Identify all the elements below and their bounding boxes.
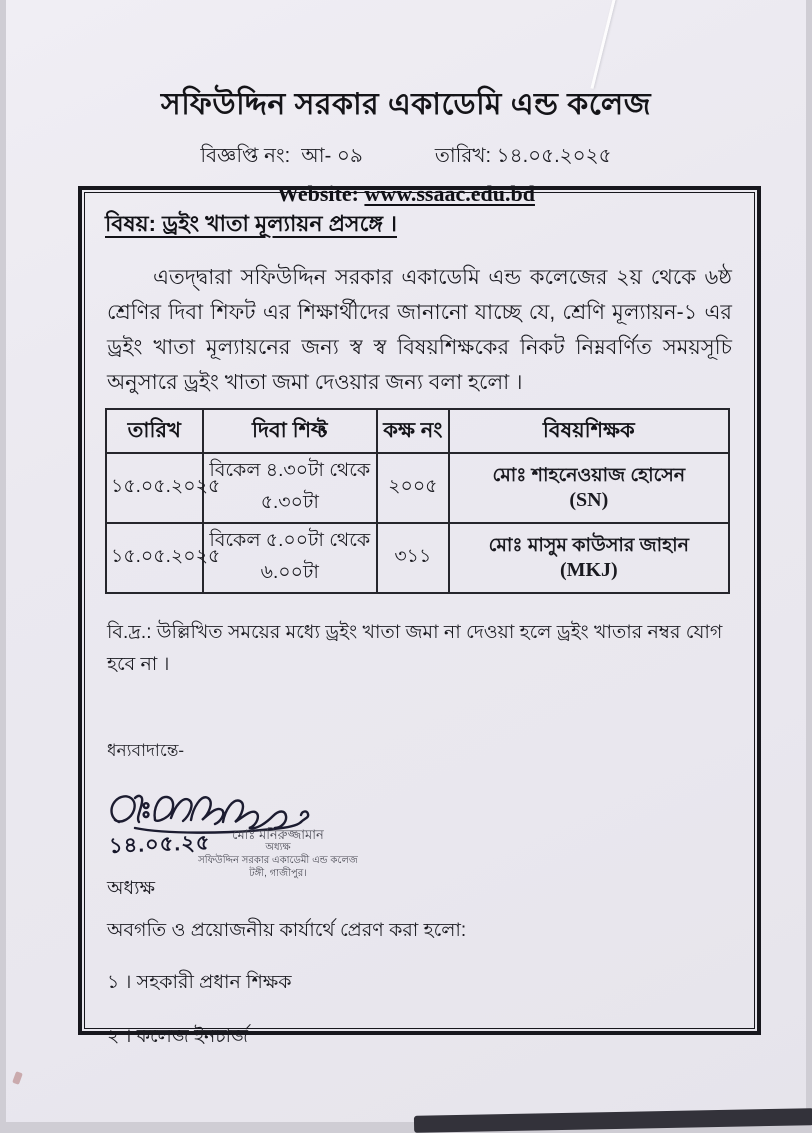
cell-teacher bbox=[449, 523, 729, 593]
principal-designation: অধ্যক্ষ bbox=[107, 878, 156, 899]
schedule-table bbox=[105, 408, 730, 594]
notice-info-line bbox=[6, 141, 806, 174]
paper-edge-shadow bbox=[414, 1108, 812, 1133]
distribution-heading: অবগতি ও প্রয়োজনীয় কার্যার্থে প্রেরণ করা হলো: bbox=[107, 920, 467, 941]
school-name-title: সফিউদ্দিন সরকার একাডেমি এন্ড কলেজ bbox=[160, 88, 652, 121]
notice-number: বিজ্ঞপ্তি নং: আ- ০৯ bbox=[200, 145, 363, 167]
header-shift: দিবা শিফ্ট bbox=[203, 409, 377, 453]
teacher-code: (MKJ) bbox=[559, 559, 618, 581]
teacher-code: (SN) bbox=[569, 489, 609, 511]
handwritten-date: ১৪.০৫.২৫ bbox=[108, 831, 211, 858]
header-room: কক্ষ নং bbox=[377, 409, 449, 453]
table-row bbox=[106, 523, 729, 593]
distribution-item: ১ । সহকারী প্রধান শিক্ষক bbox=[107, 972, 292, 993]
cell-date: ১৫.০৫.২০২৫ bbox=[106, 523, 203, 593]
stamp-role: অধ্যক্ষ bbox=[265, 842, 291, 853]
nb-note: বি.দ্র.: উল্লিখিত সময়ের মধ্যে ড্রইং খাতা জমা না দেওয়া হলে ড্রইং খাতার নম্বর যোগ হবে না । bbox=[107, 622, 723, 675]
teacher-name: মোঃ শাহনেওয়াজ হোসেন bbox=[492, 465, 686, 486]
teacher-name: মোঃ মাসুম কাউসার জাহান bbox=[488, 535, 689, 556]
header-date: তারিখ bbox=[106, 409, 203, 453]
website-url: www.ssaac.edu.bd bbox=[364, 181, 535, 206]
signature-block bbox=[105, 784, 734, 906]
notice-border-box bbox=[78, 186, 761, 1047]
notice-content bbox=[84, 192, 755, 1047]
website-label: Website: bbox=[277, 181, 359, 206]
notice-body-paragraph: এতদ্দ্বারা সফিউদ্দিন সরকার একাডেমি এন্ড কলেজের ২য় থেকে ৬ষ্ঠ শ্রেণির দিবা শিফট এর শিক্ষার্থীদের জানানো যাচ্ছে যে, শ্রেণি মূল্যায়ন-১ এর ড্রইং খাতা মূল্যায়নের জন্য স্ব স্ব বিষয়শিক্ষকের নিকট নিম্নবর্ণিত সময়সূচি অনুসারে ড্রইং খাতা জমা দেওয়ার জন্য বলা হলো । bbox=[107, 266, 732, 394]
scanned-notice-page bbox=[6, 0, 806, 1122]
scan-speck bbox=[12, 1071, 23, 1085]
stamp-place: টঙ্গী, গাজীপুর। bbox=[249, 868, 307, 879]
subject-line: বিষয়: ড্রইং খাতা মূল্যায়ন প্রসঙ্গে । bbox=[105, 211, 397, 236]
paper-crease bbox=[590, 0, 616, 89]
table-header-row bbox=[106, 409, 729, 453]
cell-teacher bbox=[449, 453, 729, 523]
cell-time: বিকেল ৫.০০টা থেকে ৬.০০টা bbox=[203, 523, 377, 593]
cell-room: ২০০৫ bbox=[377, 453, 449, 523]
cell-time: বিকেল ৪.৩০টা থেকে ৫.৩০টা bbox=[203, 453, 377, 523]
principal-stamp bbox=[163, 828, 393, 880]
stamp-college: সফিউদ্দিন সরকার একাডেমী এন্ড কলেজ bbox=[198, 855, 358, 866]
cell-room: ৩১১ bbox=[377, 523, 449, 593]
notice-date: তারিখ: ১৪.০৫.২০২৫ bbox=[434, 145, 612, 167]
header-teacher: বিষয়শিক্ষক bbox=[449, 409, 729, 453]
distribution-item: ২ । কলেজ ইনচার্জ bbox=[107, 1026, 249, 1047]
closing-thanks: ধন্যবাদান্তে- bbox=[107, 741, 185, 760]
table-row bbox=[106, 453, 729, 523]
cell-date: ১৫.০৫.২০২৫ bbox=[106, 453, 203, 523]
stamp-name: মোঃ মনিরুজ্জামান bbox=[232, 827, 324, 842]
